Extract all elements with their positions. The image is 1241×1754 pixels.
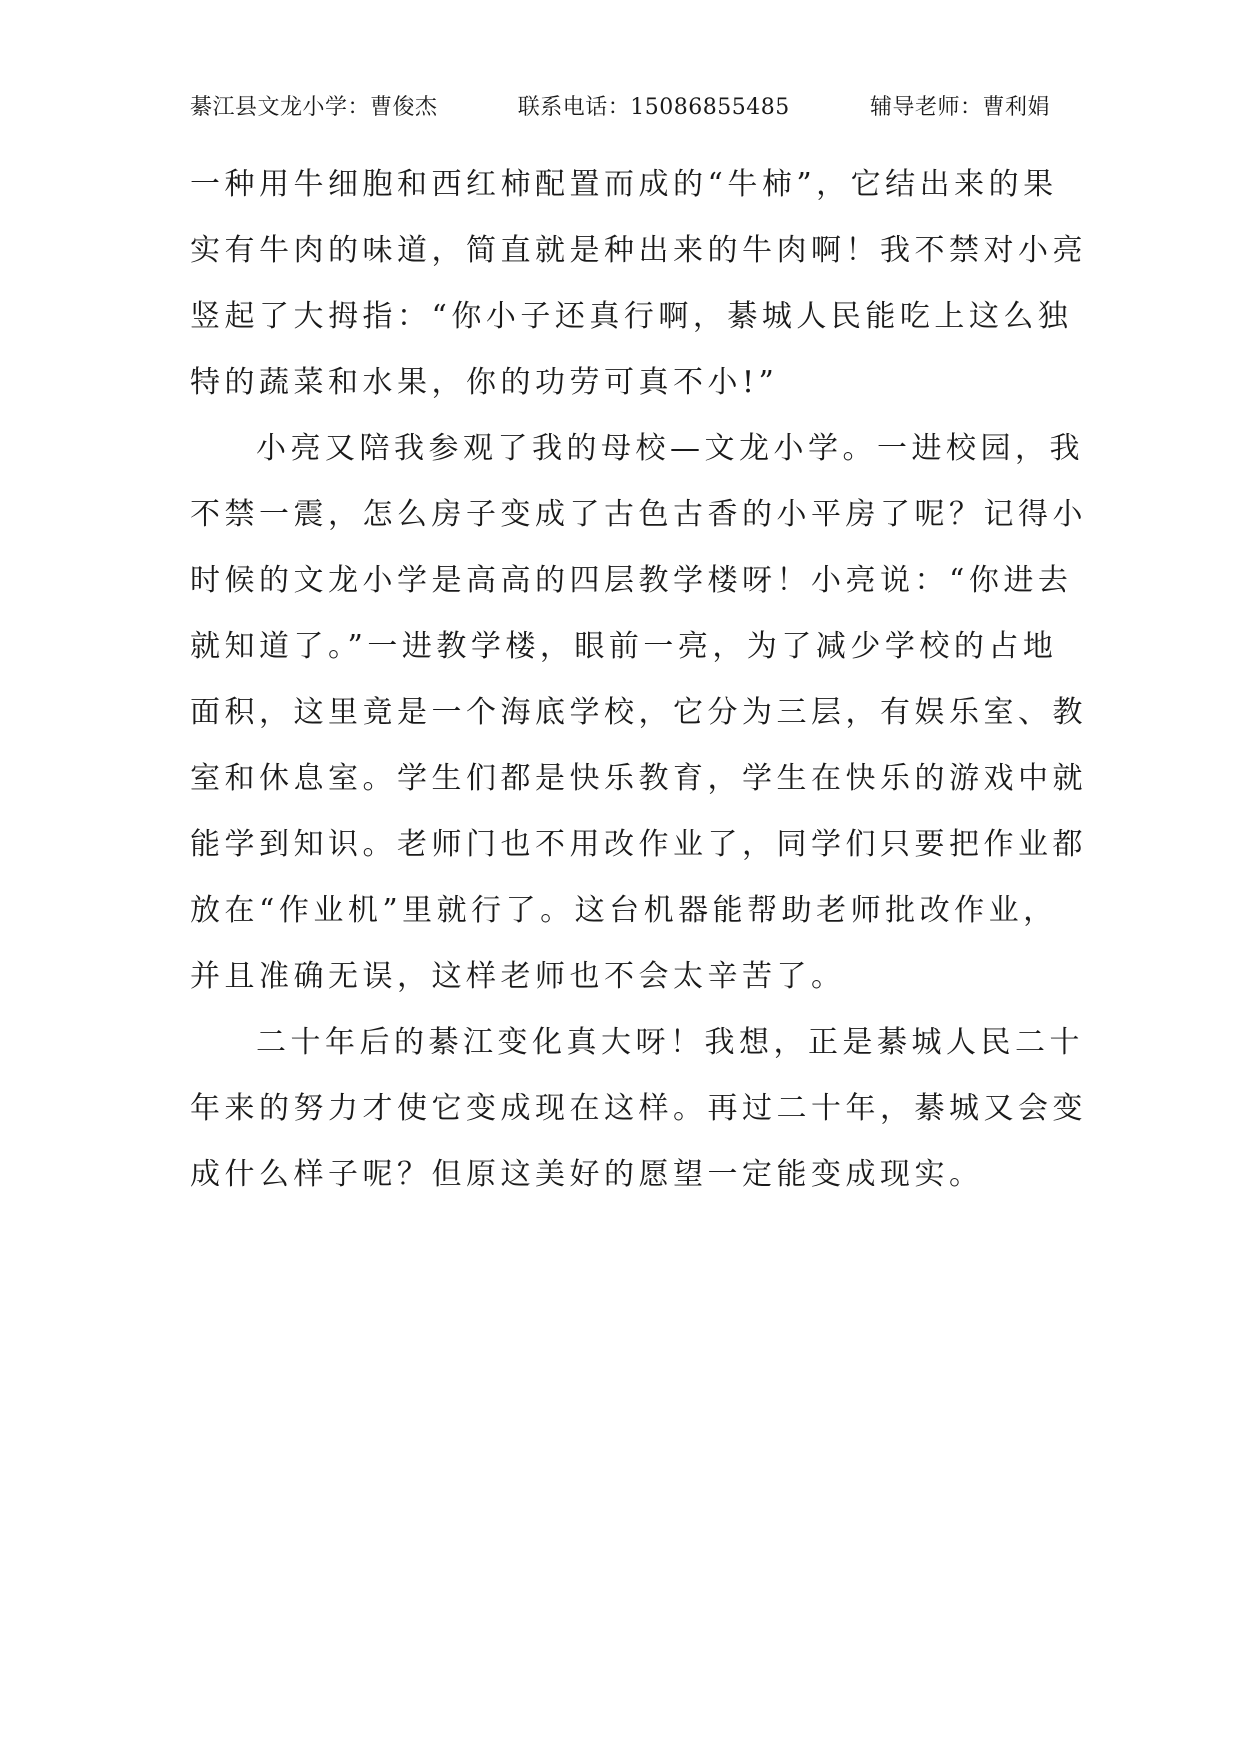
page-header	[190, 88, 1050, 128]
text-line: 不禁一震，怎么房子变成了古色古香的小平房了呢？记得小	[190, 497, 1087, 532]
paragraph-3	[190, 1010, 1087, 1208]
text-line: 小亮又陪我参观了我的母校—文龙小学。一进校园，我	[256, 431, 1084, 466]
advisor-teacher: 辅导老师：曹利娟	[869, 95, 1050, 120]
paragraph-1	[190, 152, 1087, 416]
text-line: 面积，这里竟是一个海底学校，它分为三层，有娱乐室、教	[190, 695, 1087, 730]
text-line: 竖起了大拇指：“你小子还真行啊，綦城人民能吃上这么独	[190, 299, 1073, 334]
text-line: 一种用牛细胞和西红柿配置而成的“牛柿”，它结出来的果	[190, 167, 1058, 202]
text-line: 特的蔬菜和水果，你的功劳可真不小!”	[190, 365, 779, 400]
text-line: 成什么样子呢？但原这美好的愿望一定能变成现实。	[190, 1157, 984, 1192]
text-line: 室和休息室。学生们都是快乐教育，学生在快乐的游戏中就	[190, 761, 1087, 796]
paragraph-2	[190, 416, 1087, 1010]
text-line: 能学到知识。老师门也不用改作业了，同学们只要把作业都	[190, 827, 1087, 862]
text-line: 并且准确无误，这样老师也不会太辛苦了。	[190, 959, 846, 994]
essay-body	[190, 152, 1087, 1208]
contact-phone: 联系电话：15086855485	[517, 95, 790, 120]
text-line: 年来的努力才使它变成现在这样。再过二十年，綦城又会变	[190, 1091, 1087, 1126]
text-line: 二十年后的綦江变化真大呀！我想，正是綦城人民二十	[256, 1025, 1084, 1060]
text-line: 放在“作业机”里就行了。这台机器能帮助老师批改作业，	[190, 893, 1058, 928]
author-school: 綦江县文龙小学：曹俊杰	[190, 95, 438, 120]
text-line: 实有牛肉的味道，简直就是种出来的牛肉啊！我不禁对小亮	[190, 233, 1087, 268]
text-line: 就知道了。”一进教学楼，眼前一亮，为了减少学校的占地	[190, 629, 1058, 664]
text-line: 时候的文龙小学是高高的四层教学楼呀！小亮说：“你进去	[190, 563, 1073, 598]
